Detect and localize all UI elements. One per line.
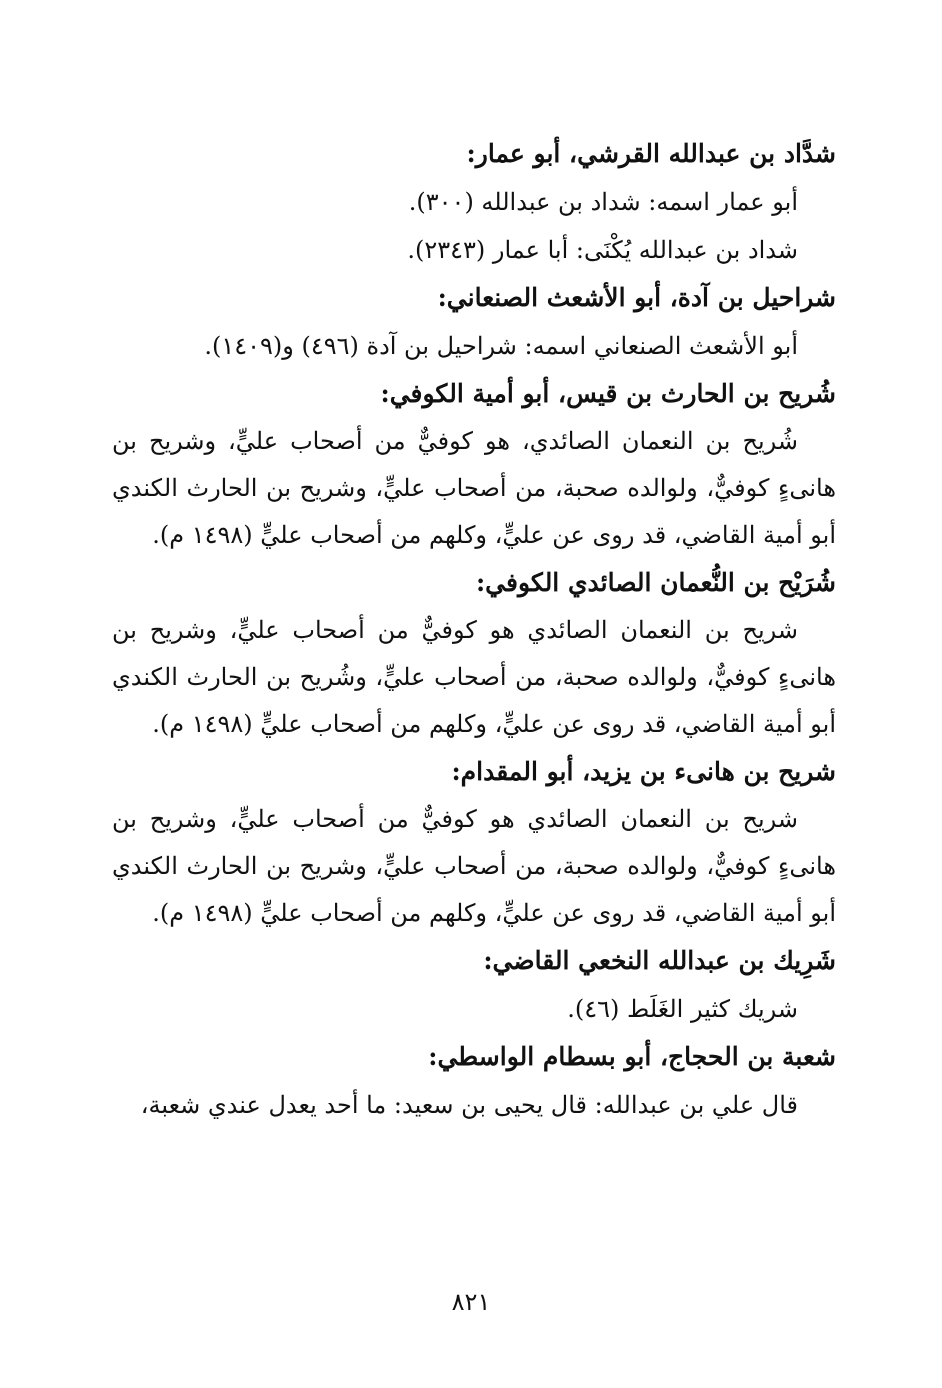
- entry-shurayh-numan: [112, 559, 836, 748]
- entry-sharahil: [112, 274, 836, 370]
- entry-shaddad: [112, 130, 836, 274]
- entry-paragraph: شريح بن النعمان الصائدي هو كوفيٌّ من أصحاب عليٍّ، وشريح بن هانىءٍ كوفيٌّ، ولوالده صحبة، من أصحاب عليٍّ، وشُريح بن الحارث الكندي أبو أمية القاضي، قد روى عن عليٍّ، وكلهم من أصحاب عليٍّ (١٤٩٨ م).: [112, 616, 836, 738]
- entry-shuba: [112, 1033, 836, 1129]
- entry-line: قال علي بن عبدالله: قال يحيى بن سعيد: ما أحد يعدل عندي شعبة،: [140, 1091, 798, 1119]
- entry-shurayh-harith: [112, 370, 836, 559]
- entry-heading: شراحيل بن آدة، أبو الأشعث الصنعاني:: [437, 283, 836, 312]
- entry-line: شداد بن عبدالله يُكْنَى: أبا عمار (٢٣٤٣).: [407, 236, 798, 264]
- entry-heading: شدَّاد بن عبدالله القرشي، أبو عمار:: [466, 139, 836, 168]
- entry-line: أبو الأشعث الصنعاني اسمه: شراحيل بن آدة (٤٩٦) و(١٤٠٩).: [204, 332, 798, 360]
- entry-heading: شَرِيك بن عبدالله النخعي القاضي:: [483, 946, 836, 975]
- entry-heading: شريح بن هانىء بن يزيد، أبو المقدام:: [451, 757, 836, 786]
- entry-paragraph: شُريح بن النعمان الصائدي، هو كوفيٌّ من أصحاب عليٍّ، وشريح بن هانىءٍ كوفيٌّ، ولوالده صحبة، من أصحاب عليٍّ، وشريح بن الحارث الكندي أبو أمية القاضي، قد روى عن عليٍّ، وكلهم من أصحاب عليٍّ (١٤٩٨ م).: [112, 427, 836, 549]
- entry-line: أبو عمار اسمه: شداد بن عبدالله (٣٠٠).: [408, 188, 798, 216]
- entry-heading: شعبة بن الحجاج، أبو بسطام الواسطي:: [428, 1042, 836, 1071]
- entry-shurayh-hani: [112, 748, 836, 937]
- entry-heading: شُرَيْح بن النُّعمان الصائدي الكوفي:: [475, 568, 836, 597]
- entry-heading: شُريح بن الحارث بن قيس، أبو أمية الكوفي:: [380, 379, 836, 408]
- page-number: ٨٢١: [451, 1288, 491, 1316]
- entry-sharik: [112, 937, 836, 1033]
- entry-line: شريك كثير الغَلَط (٤٦).: [567, 995, 798, 1023]
- entry-paragraph: شريح بن النعمان الصائدي هو كوفيٌّ من أصحاب عليٍّ، وشريح بن هانىءٍ كوفيٌّ، ولوالده صحبة، من أصحاب عليٍّ، وشريح بن الحارث الكندي أبو أمية القاضي، قد روى عن عليٍّ، وكلهم من أصحاب عليٍّ (١٤٩٨ م).: [112, 805, 836, 927]
